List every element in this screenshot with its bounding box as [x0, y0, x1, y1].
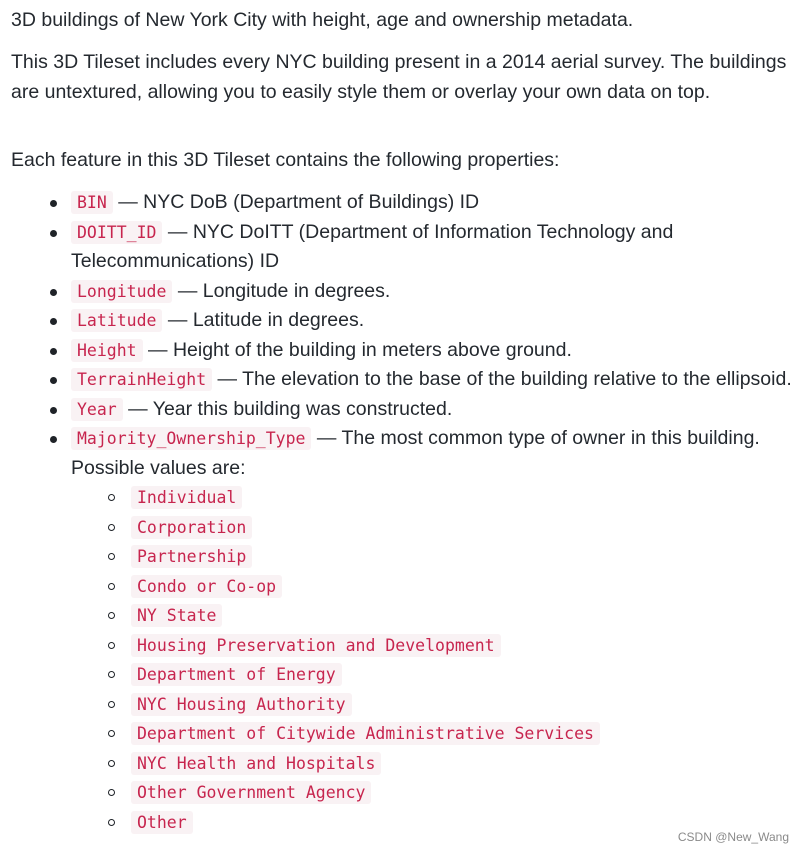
property-code: DOITT_ID — [71, 221, 162, 244]
property-desc: — The elevation to the base of the building relative to the ellipsoid. — [212, 368, 792, 390]
ownership-value-code: Individual — [131, 486, 242, 509]
property-item — [11, 306, 801, 336]
property-desc: — Year this building was constructed. — [122, 397, 453, 420]
property-desc: — NYC DoB (Department of Buildings) ID — [112, 191, 480, 213]
property-desc: — NYC DoITT (Department of Information Technology and Telecommunications) ID — [71, 220, 674, 272]
ownership-value-code: Department of Citywide Administrative Services — [131, 722, 600, 745]
property-code: Majority_Ownership_Type — [71, 427, 311, 450]
ownership-value-code: Partnership — [131, 545, 252, 568]
property-item — [11, 424, 801, 837]
ownership-value-item — [71, 542, 801, 572]
property-code: Year — [71, 398, 123, 421]
ownership-value-code: Department of Energy — [131, 663, 342, 686]
property-code: Height — [71, 339, 143, 362]
properties-list — [11, 188, 801, 837]
ownership-value-code: Corporation — [131, 516, 252, 539]
ownership-value-item — [71, 778, 801, 808]
ownership-value-item — [71, 513, 801, 543]
ownership-value-code: Condo or Co-op — [131, 575, 282, 598]
intro-description: This 3D Tileset includes every NYC building present in a 2014 aerial survey. The buildings are untextured, allowing you to easily style them or overlay your own data on top. — [11, 51, 787, 103]
property-item — [11, 218, 801, 277]
property-desc: — Height of the building in meters above ground. — [142, 338, 572, 361]
ownership-value-code: Housing Preservation and Development — [131, 634, 501, 657]
ownership-value-code: NYC Health and Hospitals — [131, 752, 381, 775]
ownership-value-code: Other — [131, 811, 193, 834]
ownership-value-code: NY State — [131, 604, 222, 627]
property-item — [11, 277, 801, 307]
ownership-value-item — [71, 631, 801, 661]
property-item — [11, 395, 801, 425]
property-code: TerrainHeight — [71, 368, 212, 391]
ownership-value-code: Other Government Agency — [131, 781, 371, 804]
property-code: Longitude — [71, 280, 172, 303]
properties-intro: Each feature in this 3D Tileset contains the following properties: — [11, 149, 560, 171]
ownership-values-list — [71, 483, 801, 837]
ownership-value-item — [71, 660, 801, 690]
property-code: Latitude — [71, 309, 162, 332]
intro-heading: 3D buildings of New York City with height, age and ownership metadata. — [11, 9, 634, 31]
property-item — [11, 188, 801, 218]
property-desc: — Latitude in degrees. — [162, 309, 365, 331]
ownership-value-item — [71, 749, 801, 779]
property-item — [11, 336, 801, 366]
ownership-value-item — [71, 572, 801, 602]
property-desc: — The most common type of owner in this building. Possible values are: — [71, 427, 760, 479]
property-item — [11, 365, 801, 395]
ownership-value-item — [71, 690, 801, 720]
ownership-value-item — [71, 483, 801, 513]
property-desc: — Longitude in degrees. — [172, 279, 391, 302]
ownership-value-item — [71, 719, 801, 749]
ownership-value-code: NYC Housing Authority — [131, 693, 352, 716]
ownership-value-item — [71, 601, 801, 631]
property-code: BIN — [71, 191, 113, 214]
watermark: CSDN @New_Wang — [677, 830, 789, 844]
